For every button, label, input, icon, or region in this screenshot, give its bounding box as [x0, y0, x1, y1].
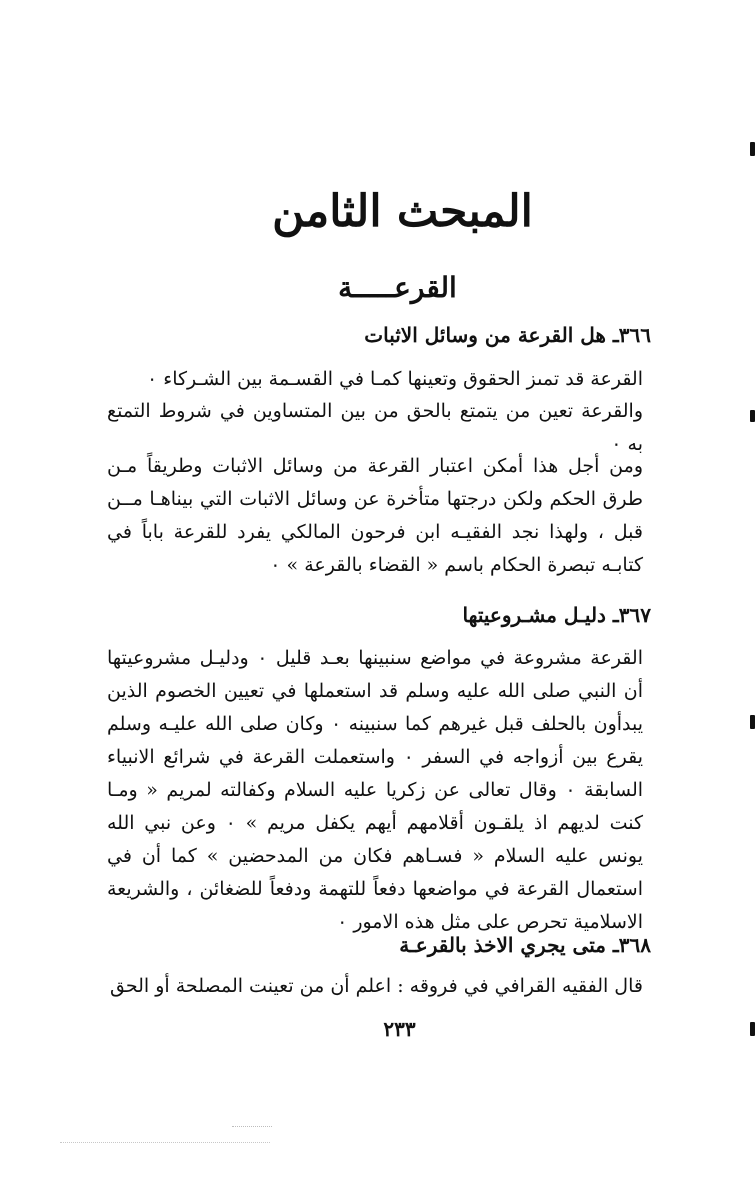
- paragraph: قال الفقيه القرافي في فروقه : اعلم أن من تعينت المصلحة أو الحق: [110, 975, 643, 997]
- scan-edge-mark: [750, 715, 755, 729]
- scan-edge-mark: [750, 1022, 755, 1036]
- scan-noise: [232, 1126, 272, 1128]
- page-number: ٢٣٣: [383, 1017, 416, 1041]
- chapter-subtitle: القرعـــــة: [338, 271, 457, 304]
- section-heading-367: ٣٦٧ـ دليـل مشـروعيتها: [462, 603, 651, 627]
- section-heading-366: ٣٦٦ـ هل القرعة من وسائل الاثبات: [364, 323, 651, 347]
- scan-edge-mark: [750, 410, 755, 422]
- paragraph: القرعة مشروعة في مواضع سنبينها بعـد قليل ٠ ودليـل مشروعيتها أن النبي صلى الله عليه وسلم قد استعملها في تعيين الخصوم الذين يبدأون بالحلف قبل غيرهم كما سنبينه ٠ وكان صلى الله عليـه وسلم يقرع بين أزواجه في السفر ٠ واستعملت القرعة في شرائع الانبياء السابقة ٠ وقال تعالى عن زكريا عليه السلام وكفالته لمريم « ومـا كنت لديهم اذ يلقـون أقلامهم أيهم يكفل مريم » ٠ وعن نبي الله يونس عليه السلام « فسـاهم فكان من المدحضين » كما أن في استعمال القرعة في مواضعها دفعاً للتهمة ودفعاً للضغائن ، والشريعة الاسلامية تحرص على مثل هذه الامور ٠: [107, 647, 644, 933]
- section-heading-368: ٣٦٨ـ متى يجري الاخذ بالقرعـة: [399, 933, 651, 957]
- paragraph: والقرعة تعين من يتمتع بالحق من بين المتساوين في شروط التمتع به ٠: [107, 400, 643, 455]
- paragraph: القرعة قد تمىز الحقوق وتعينها كمـا في القسـمة بين الشـركاء ٠: [147, 368, 643, 390]
- scan-edge-mark: [750, 142, 755, 156]
- chapter-title: المبحث الثامن: [272, 186, 533, 237]
- paragraph: ومن أجل هذا أمكن اعتبار القرعة من وسائل الاثبات وطريقاً مـن طرق الحكم ولكن درجتها متأخرة عن وسائل الاثبات التي بيناهـا مــن قبل ، ولهذا نجد الفقيـه ابن فرحون المالكي يفرد للقرعة باباً في كتابـه تبصرة الحكام باسم « القضاء بالقرعة » ٠: [107, 455, 643, 576]
- scan-noise: [60, 1142, 270, 1144]
